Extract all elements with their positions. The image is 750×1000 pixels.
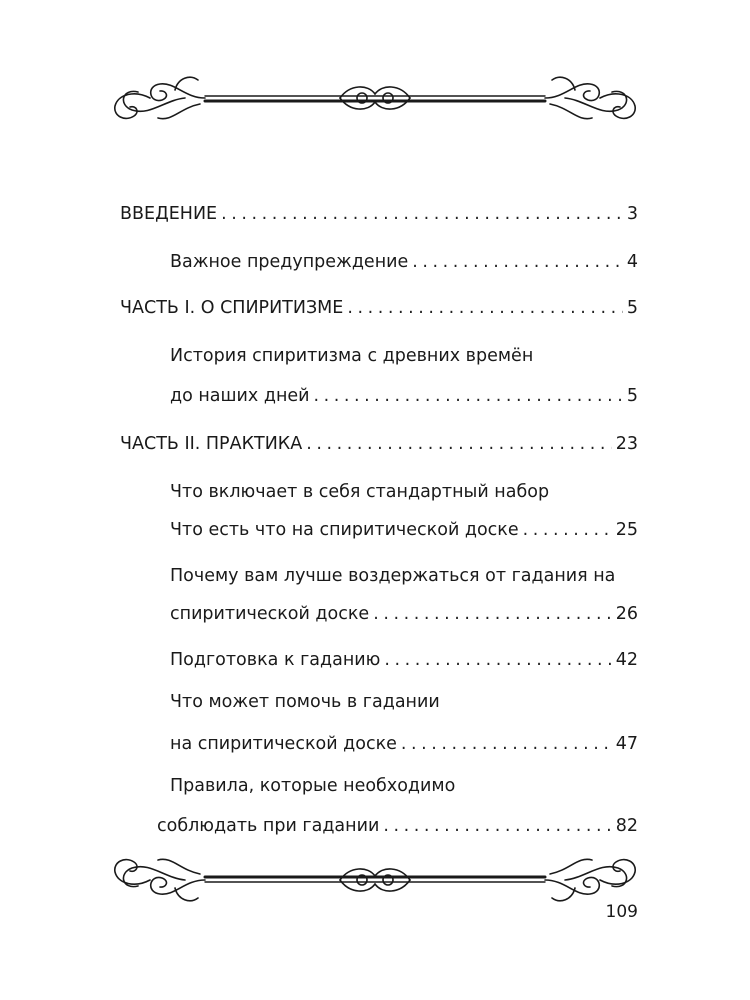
dot-leader: [221, 202, 623, 226]
toc-entry-page: 42: [615, 650, 638, 670]
dot-leader: [373, 602, 612, 626]
toc-entry: [170, 648, 638, 672]
dot-leader: [314, 384, 623, 408]
toc-entry: [170, 602, 638, 626]
toc-entry-title: Подготовка к гаданию: [170, 650, 381, 670]
toc-entry-title-line2: Что есть что на спиритической доске: [170, 520, 519, 540]
toc-entry-page: 82: [615, 816, 638, 836]
toc-entry-title-line2: на спиритической доске: [170, 734, 397, 754]
toc-entry-page: 26: [615, 604, 638, 624]
toc-entry: [170, 732, 638, 756]
toc-entry-title-line1: История спиритизма с древних времён: [170, 346, 534, 366]
toc-entry-title-line1: Правила, которые необходимо: [170, 776, 456, 796]
dot-leader: [523, 518, 612, 542]
toc-entry-page: 5: [626, 298, 638, 318]
dot-leader: [306, 432, 612, 456]
dot-leader: [384, 648, 611, 672]
toc-entry-title-line2: спиритической доске: [170, 604, 370, 624]
toc-entry: [170, 518, 638, 542]
toc-entry-page: 23: [615, 434, 638, 454]
toc-entry-title: ЧАСТЬ I. О СПИРИТИЗМЕ: [120, 298, 344, 318]
toc-entry-title-line1: Почему вам лучше воздержаться от гадания на: [170, 566, 616, 586]
toc-entry: [120, 296, 638, 320]
toc-entry: [157, 814, 638, 838]
toc-entry-page: 25: [615, 520, 638, 540]
dot-leader: [412, 250, 623, 274]
toc-entry-title: ВВЕДЕНИЕ: [120, 204, 218, 224]
toc-entry-title-line1: Что включает в себя стандартный набор: [170, 482, 550, 502]
toc-entry: [170, 384, 638, 408]
toc-entry-title-line1: Что может помочь в гадании: [170, 692, 440, 712]
flourish-divider-icon: [0, 60, 750, 140]
top-flourish-ornament: [0, 60, 750, 140]
dot-leader: [383, 814, 611, 838]
toc-entry-title: ЧАСТЬ II. ПРАКТИКА: [120, 434, 303, 454]
toc-entry-title: Важное предупреждение: [170, 252, 409, 272]
toc-entry: [120, 202, 638, 226]
toc-entry-title-line2: до наших дней: [170, 386, 310, 406]
toc-entry-page: 5: [626, 386, 638, 406]
toc-entry-page: 3: [626, 204, 638, 224]
toc-entry-page: 47: [615, 734, 638, 754]
dot-leader: [347, 296, 623, 320]
toc-entry: [120, 432, 638, 456]
toc-entry: [170, 250, 638, 274]
toc-entry-page: 4: [626, 252, 638, 272]
toc-entry-title-line2: соблюдать при гадании: [157, 816, 380, 836]
page-number: 109: [605, 902, 638, 922]
dot-leader: [401, 732, 612, 756]
